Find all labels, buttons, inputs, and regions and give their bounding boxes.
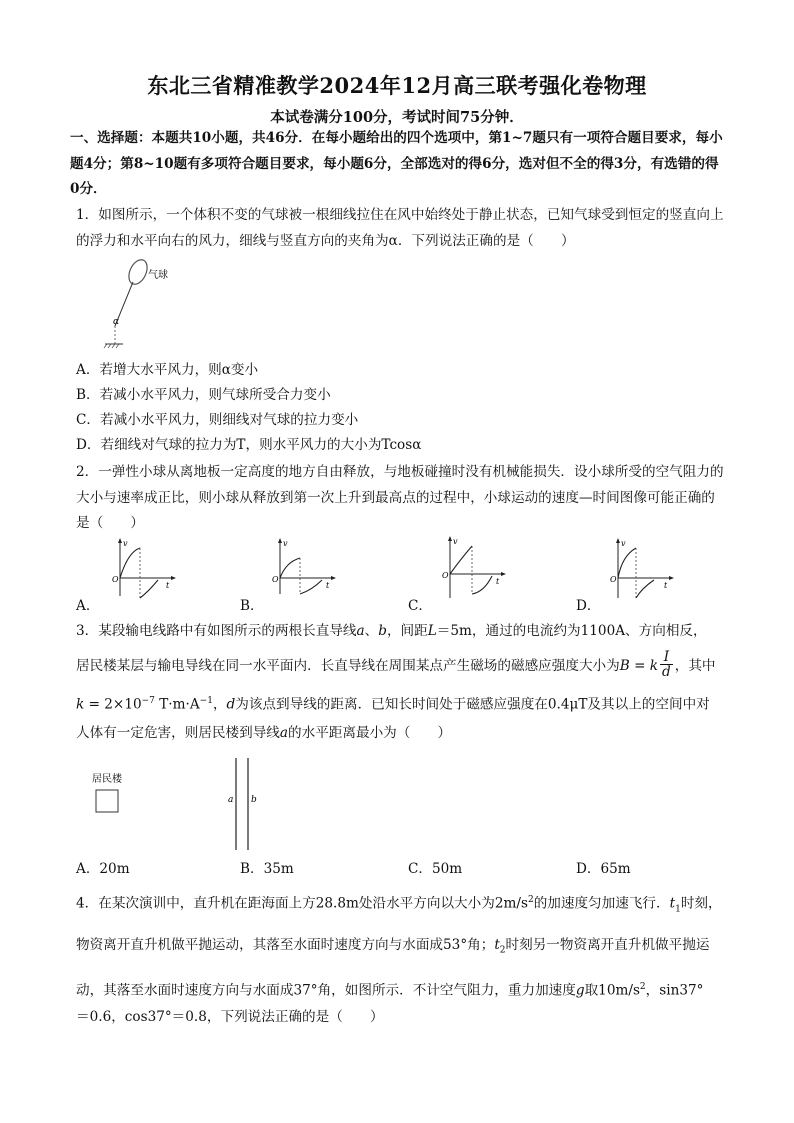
question-3-line-1 xyxy=(76,618,736,644)
formula-exponent-2: −1 xyxy=(199,696,213,706)
q4-t2: t xyxy=(494,937,500,953)
q4-t1: t xyxy=(669,895,676,912)
formula-k2: k xyxy=(76,696,85,713)
q2-option-c[interactable]: C． xyxy=(408,598,432,614)
q2a-o-label: O xyxy=(112,575,119,584)
q3-var-b: b xyxy=(378,623,387,639)
fraction-denominator: d xyxy=(662,664,671,680)
formula-k: k xyxy=(649,658,659,674)
q2b-o-label: O xyxy=(272,575,279,584)
fraction-numerator: I xyxy=(660,650,673,665)
question-4-line-1 xyxy=(76,886,736,923)
formula-fraction xyxy=(660,650,673,679)
question-4-line-4: ＝0.6，cos37°＝0.8，下列说法正确的是（ ） xyxy=(76,1009,384,1025)
q3-var-d: d xyxy=(226,696,236,713)
q2a-v-label: v xyxy=(123,539,128,548)
question-3-line-3 xyxy=(76,688,736,718)
question-3-line-4 xyxy=(76,720,736,746)
q1-option-c[interactable]: C．若减小水平风力，则细线对气球的拉力变小 xyxy=(76,412,359,428)
q3-text: 的水平距离最小为（ ） xyxy=(288,725,452,741)
q2d-v-label: v xyxy=(621,539,626,548)
q4-text: 取 xyxy=(584,982,599,999)
angle-label: α xyxy=(113,317,120,327)
q4-acc: 2m/s xyxy=(494,895,528,912)
q1-option-b[interactable]: B．若减小水平风力，则气球所受合力变小 xyxy=(76,387,331,403)
q4-t2-sub: 2 xyxy=(499,945,506,956)
q4-text: 4．在某次演训中，直升机在距海面上方28.8m处沿水平方向以大小为 xyxy=(76,895,495,912)
q3-var-a2: a xyxy=(279,725,289,741)
wire-b-label: b xyxy=(251,795,257,805)
q2-graph-b xyxy=(268,536,340,596)
q2-graph-c xyxy=(438,534,510,600)
q2-option-b[interactable]: B． xyxy=(240,598,264,614)
q2c-o-label: O xyxy=(442,571,449,580)
q4-acc-exp: 2 xyxy=(527,895,534,905)
section-heading: 一、选择题：本题共10小题，共46分．在每小题给出的四个选项中，第1~7题只有一项符合题目要求，每小题4分；第8~10题有多项符合题目要求，每小题6分，全部选对的得6分，选对但不全的得3分，有选错的得0分． xyxy=(70,130,723,197)
question-4-line-3 xyxy=(76,974,736,1004)
question-3-line-2 xyxy=(76,649,736,681)
balloon-shape xyxy=(125,258,150,287)
q2c-t-label: t xyxy=(496,577,500,586)
ground-hatch xyxy=(104,344,119,348)
q3-option-b[interactable]: B．35m xyxy=(240,861,294,877)
q3-text: ＝5m，通过的电流约为1100A、方向相反， xyxy=(436,623,707,639)
q2d-o-label: O xyxy=(610,575,617,584)
question-4-line-2 xyxy=(76,932,736,964)
page-subtitle: 本试卷满分100分，考试时间75分钟． xyxy=(270,109,524,126)
q1-option-a[interactable]: A．若增大水平风力，则α变小 xyxy=(76,362,259,378)
q2b-v-label: v xyxy=(283,539,288,548)
building-box xyxy=(96,790,118,812)
balloon-figure xyxy=(95,258,205,350)
q3-text: 人体有一定危害，则居民楼到导线 xyxy=(76,725,280,741)
q2a-t-label: t xyxy=(166,581,170,590)
q2-option-d[interactable]: D． xyxy=(576,598,601,614)
balloon-label: 气球 xyxy=(148,270,168,281)
q3-text: 为该点到导线的距离．已知长时间处于磁感应强度在0.4μT及其以上的空间中对 xyxy=(235,696,710,713)
q4-text: 时刻， xyxy=(680,895,722,912)
q2b-t-label: t xyxy=(326,581,330,590)
q4-g: g xyxy=(575,982,585,999)
q1-option-d[interactable]: D．若细线对气球的拉力为T，则水平风力的大小为Tcosα xyxy=(76,437,422,453)
q3-text: 居民楼某层与输电导线在同一水平面内．长直导线在周围某点产生磁场的磁感应强度大小为 xyxy=(76,658,620,674)
wire-a-label: a xyxy=(228,795,234,805)
q4-text: 时刻另一物资离开直升机做平抛运 xyxy=(505,937,710,953)
formula-unit: T·m·A xyxy=(154,696,200,713)
q3-text: 3．某段输电线路中有如图所示的两根长直导线 xyxy=(76,623,357,639)
q2-graph-a xyxy=(108,536,180,606)
q2c-v-label: v xyxy=(453,537,458,546)
q3-text: ， xyxy=(212,696,227,713)
q3-var-l: L xyxy=(427,623,437,639)
formula-k-value: = 2×10 xyxy=(84,696,142,713)
q4-gval: 10m/s xyxy=(598,982,640,999)
q4-t1-sub: 1 xyxy=(675,904,681,915)
q4-text: 的加速度匀加速飞行． xyxy=(533,895,670,912)
q2d-t-label: t xyxy=(664,581,668,590)
q2-option-a[interactable]: A． xyxy=(76,598,100,614)
formula-eq: = xyxy=(629,658,650,674)
page-title: 东北三省精准教学2024年12月高三联考强化卷物理 xyxy=(147,73,647,98)
q3-option-a[interactable]: A．20m xyxy=(76,861,130,877)
q4-text: 动，其落至水面时速度方向与水面成37°角，如图所示．不计空气阻力，重力加速度 xyxy=(76,982,576,999)
q4-gval-exp: 2 xyxy=(639,982,646,992)
formula-exponent: −7 xyxy=(141,696,155,706)
q3-text: 、 xyxy=(364,623,379,639)
q3-option-c[interactable]: C．50m xyxy=(408,861,463,877)
q3-text: ，间距 xyxy=(386,623,428,639)
q3-var-a: a xyxy=(356,623,365,639)
building-label: 居民楼 xyxy=(92,774,122,785)
q3-option-d[interactable]: D．65m xyxy=(576,861,631,877)
question-2-stem: 2．一弹性小球从离地板一定高度的地方自由释放，与地板碰撞时没有机械能损失．设小球所受的空气阻力的大小与速率成正比，则小球从释放到第一次上升到最高点的过程中，小球运动的速度—时间图像可能正确的是（ ） xyxy=(76,464,724,531)
q4-text: ，sin37° xyxy=(645,982,704,999)
question-1-stem: 1．如图所示，一个体积不变的气球被一根细线拉住在风中始终处于静止状态，已知气球受到恒定的竖直向上的浮力和水平向右的风力，细线与竖直方向的夹角为α．下列说法正确的是（ ） xyxy=(76,207,724,249)
formula-b: B xyxy=(619,658,630,674)
q4-text: 物资离开直升机做平抛运动，其落至水面时速度方向与水面成53°角； xyxy=(76,937,495,953)
q3-text: ，其中 xyxy=(674,658,716,674)
q2-graph-d xyxy=(606,536,678,606)
powerline-figure xyxy=(90,758,280,854)
